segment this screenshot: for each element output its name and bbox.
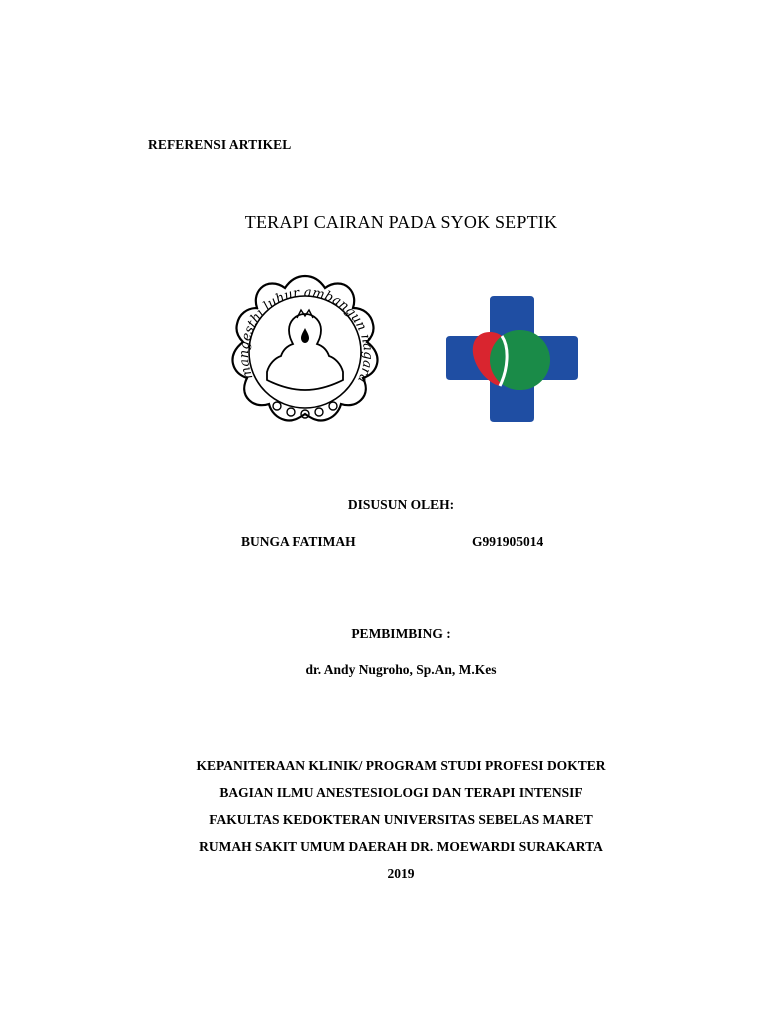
compiled-by-label: DISUSUN OLEH: — [347, 497, 455, 512]
author-name: BUNGA FATIMAH — [241, 534, 356, 549]
document-title: TERAPI CAIRAN PADA SYOK SEPTIK — [244, 212, 558, 232]
university-motto: mangesthi luhur ambangun nagara — [236, 285, 376, 385]
supervisor-name: dr. Andy Nugroho, Sp.An, M.Kes — [305, 662, 497, 677]
document-type-label: REFERENSI ARTIKEL — [148, 137, 292, 152]
institution-line: FAKULTAS KEDOKTERAN UNIVERSITAS SEBELAS MARET — [209, 812, 593, 827]
author-id: G991905014 — [472, 534, 544, 549]
institution-line: RUMAH SAKIT UMUM DAERAH DR. MOEWARDI SURAKARTA — [199, 839, 603, 854]
institution-line: BAGIAN ILMU ANESTESIOLOGI DAN TERAPI INTENSIF — [219, 785, 583, 800]
institution-line: KEPANITERAAN KLINIK/ PROGRAM STUDI PROFESI DOKTER — [196, 758, 606, 773]
uns-seal-logo-icon — [217, 272, 393, 432]
supervisor-label: PEMBIMBING : — [351, 626, 451, 641]
document-year: 2019 — [387, 866, 415, 881]
institution-block — [0, 752, 768, 887]
hospital-cross-logo-icon — [446, 296, 578, 422]
